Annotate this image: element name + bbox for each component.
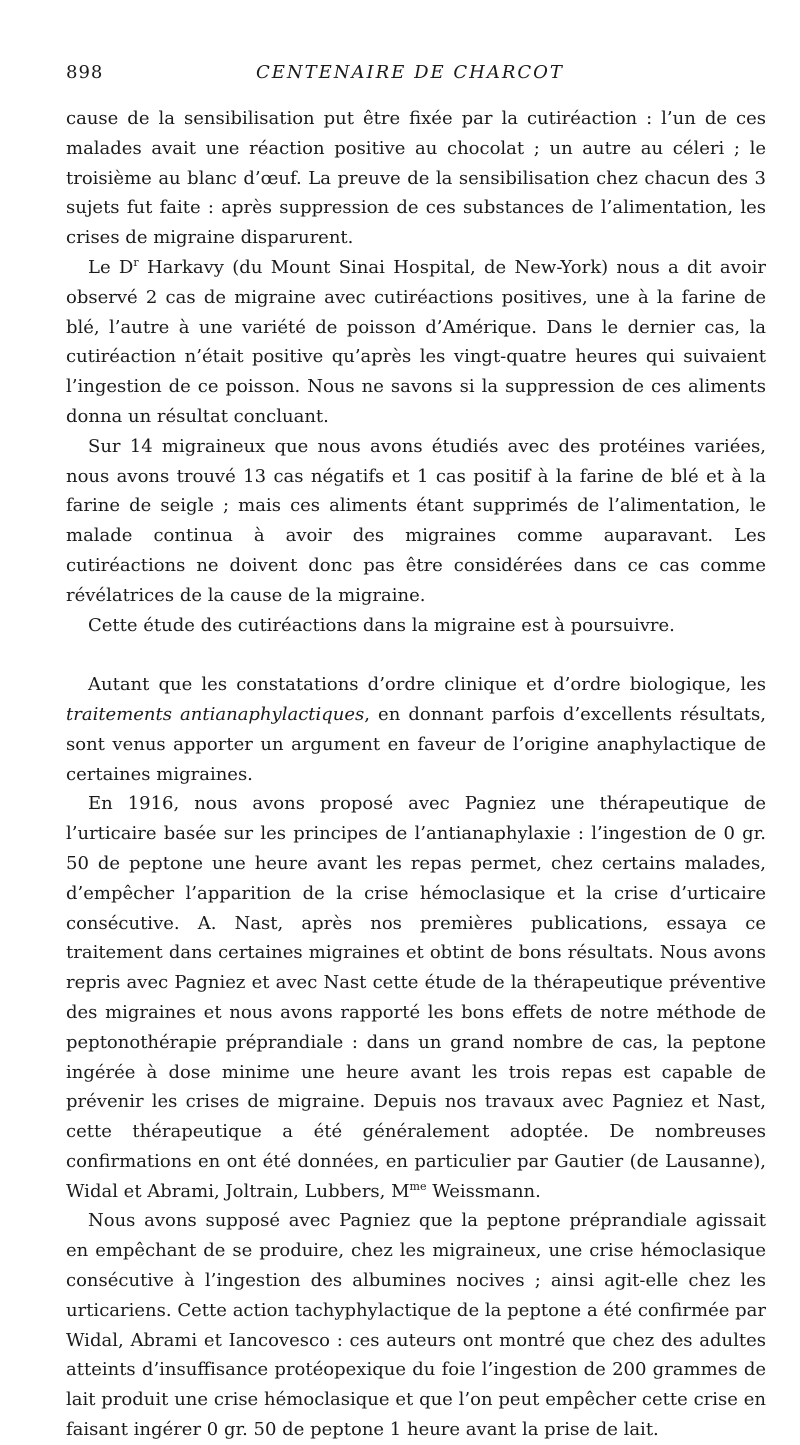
paragraph-2 [66, 253, 766, 432]
italic-term: traitements antianaphylactiques [66, 703, 365, 725]
paragraph-3 [66, 432, 766, 611]
page-number: 898 [66, 62, 104, 83]
madame-abbrev-superscript: me [409, 1179, 427, 1193]
paragraph-5 [66, 670, 766, 789]
doctor-abbrev-superscript: r [133, 255, 139, 269]
running-head [66, 62, 766, 92]
paragraph-4 [66, 611, 766, 641]
book-page [66, 62, 766, 1445]
body-text [66, 104, 766, 1445]
paragraph-5-text-end: , en donnant parfois d’excellents résultats, sont venus apporter un argument en faveur de l’origine anaphylactique de certaines migraines. [66, 703, 767, 785]
paragraph-2-text-end: Harkavy (du Mount Sinai Hospital, de New-York) nous a dit avoir observé 2 cas de migraine avec cutiréactions positives, une à la farine de blé, l’autre à une variété de poisson d’Amérique. Dans le dernier cas, la cutiréaction n’était positive qu’après les vingt-quatre heures qui suivaient l’ingestion de ce poisson. Nous ne savons si la suppression de ces aliments donna un résultat concluant. [66, 256, 766, 427]
paragraph-6-text: En 1916, nous avons proposé avec Pagniez une thérapeutique de l’urticaire basée sur les principes de l’antianaphylaxie : l’ingestion de 0 gr. 50 de peptone une heure avant les repas permet, chez certains malades, d’empêcher l’apparition de la crise hémoclasique et la crise d’urticaire consécutive. A. Nast, après nos premières publications, essaya ce traitement dans certaines migraines et obtint de bons résultats. Nous avons repris avec Pagniez et avec Nast cette étude de la thérapeutique préventive des migraines et nous avons rapporté les bons effets de notre méthode de peptonothérapie préprandiale : dans un grand nombre de cas, la peptone ingérée à dose minime une heure avant les trois repas est capable de prévenir les crises de migraine. Depuis nos travaux avec Pagniez et Nast, cette thérapeutique a été généralement adoptée. De nombreuses confirmations en ont été données, en particulier par Gautier (de Lausanne), Widal et Abrami, Joltrain, Lubbers, M [66, 793, 766, 1202]
paragraph-1 [66, 104, 766, 253]
paragraph-4-text: Cette étude des cutiréactions dans la migraine est à poursuivre. [88, 614, 675, 636]
running-title: CENTENAIRE DE CHARCOT [256, 62, 564, 83]
paragraph-6-tail: Weissmann. [426, 1180, 541, 1202]
paragraph-3-text: Sur 14 migraineux que nous avons étudiés avec des protéines variées, nous avons trouvé 13 cas négatifs et 1 cas positif à la farine de blé et à la farine de seigle ; mais ces aliments étant supprimés de l’alimentation, le malade continua à avoir des migraines comme auparavant. Les cutiréactions ne doivent donc pas être considérées dans ce cas comme révélatrices de la cause de la migraine. [66, 435, 766, 606]
paragraph-5-text-start: Autant que les constatations d’ordre clinique et d’ordre biologique, les [88, 674, 766, 696]
paragraph-1-text: cause de la sensibilisation put être fixée par la cutiréaction : l’un de ces malades avait une réaction positive au chocolat ; un autre au céleri ; le troisième au blanc d’œuf. La preuve de la sensibilisation chez chacun des 3 sujets fut faite : après suppression de ces substances de l’alimentation, les crises de migraine disparurent. [66, 108, 766, 249]
paragraph-2-text-start: Le D [88, 256, 134, 278]
paragraph-6 [66, 789, 766, 1206]
paragraph-7 [66, 1206, 766, 1444]
paragraph-7-text: Nous avons supposé avec Pagniez que la peptone préprandiale agissait en empêchant de se produire, chez les migraineux, une crise hémoclasique consécutive à l’ingestion des albumines nocives ; ainsi agit-elle chez les urticariens. Cette action tachyphylactique de la peptone a été confirmée par Widal, Abrami et Iancovesco : ces auteurs ont montré que chez des adultes atteints d’insuffisance protéopexique du foie l’ingestion de 200 grammes de lait produit une crise hémoclasique et que l’on peut empêcher cette crise en faisant ingérer 0 gr. 50 de peptone 1 heure avant la prise de lait. [66, 1210, 766, 1441]
